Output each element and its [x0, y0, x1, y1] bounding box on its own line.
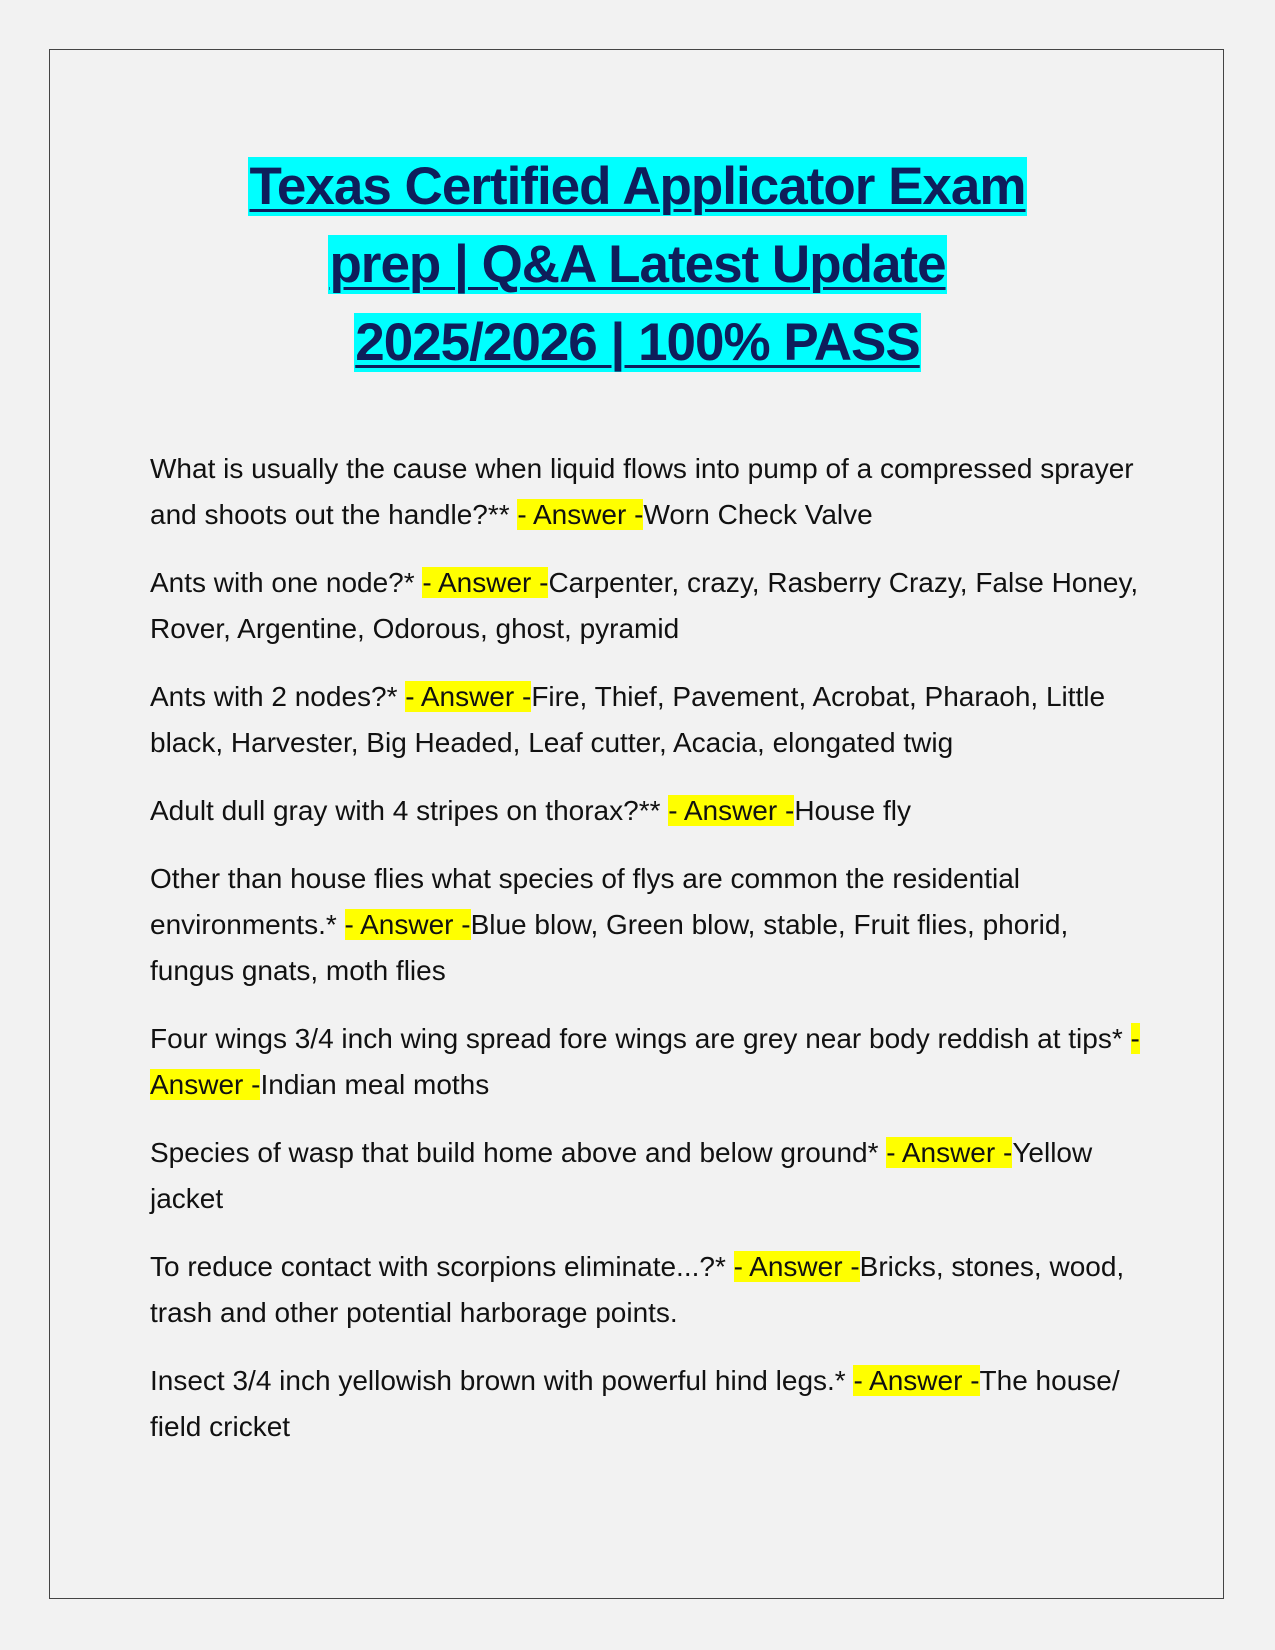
qa-item	[150, 788, 1140, 834]
qa-item	[150, 856, 1140, 994]
answer-text: Fire, Thief, Pavement, Acrobat, Pharaoh, Little black, Harvester, Big Headed, Leaf cutter, Acacia, elongated twig	[150, 681, 1106, 758]
qa-item	[150, 1244, 1140, 1336]
question-text: To reduce contact with scorpions eliminate...?*	[150, 1251, 734, 1282]
question-text: Insect 3/4 inch yellowish brown with powerful hind legs.*	[150, 1365, 854, 1396]
qa-list	[150, 446, 1140, 1472]
answer-text: The house/ field cricket	[150, 1365, 1120, 1442]
qa-item	[150, 1016, 1140, 1108]
title-line	[150, 304, 1125, 382]
answer-text: House fly	[794, 795, 912, 826]
qa-item	[150, 1358, 1140, 1450]
answer-label: - Answer -	[344, 909, 471, 940]
answer-label: - Answer -	[405, 681, 532, 712]
question-text: Ants with 2 nodes?*	[150, 681, 406, 712]
title-line	[150, 226, 1125, 304]
answer-label: - Answer -	[517, 499, 644, 530]
answer-label: - Answer -	[853, 1365, 980, 1396]
title-line-text: Texas Certified Applicator Exam	[249, 157, 1026, 216]
answer-label: - Answer -	[668, 795, 795, 826]
title-line-text: prep | Q&A Latest Update	[329, 235, 946, 294]
question-text: Ants with one node?*	[150, 567, 423, 598]
question-text: Four wings 3/4 inch wing spread fore wings are grey near body reddish at tips*	[150, 1023, 1131, 1054]
qa-item	[150, 674, 1140, 766]
answer-text: Indian meal moths	[260, 1069, 490, 1100]
qa-item	[150, 1130, 1140, 1222]
qa-item	[150, 560, 1140, 652]
title-line	[150, 148, 1125, 226]
answer-text: Carpenter, crazy, Rasberry Crazy, False Honey, Rover, Argentine, Odorous, ghost, pyramid	[150, 567, 1139, 644]
question-text: Adult dull gray with 4 stripes on thorax?**	[150, 795, 669, 826]
qa-item	[150, 446, 1140, 538]
answer-text: Worn Check Valve	[643, 499, 873, 530]
question-text: Species of wasp that build home above and below ground*	[150, 1137, 887, 1168]
answer-text: Yellow jacket	[150, 1137, 1093, 1214]
question-text: Other than house flies what species of flys are common the residential environments.*	[150, 863, 1020, 940]
answer-label: - Answer -	[733, 1251, 860, 1282]
answer-text: Bricks, stones, wood, trash and other potential harborage points.	[150, 1251, 1125, 1328]
answer-label: - Answer -	[886, 1137, 1013, 1168]
answer-label: - Answer -	[422, 567, 549, 598]
document-title	[150, 148, 1125, 382]
title-line-text: 2025/2026 | 100% PASS	[355, 313, 920, 372]
question-text: What is usually the cause when liquid flows into pump of a compressed sprayer and shoots out the handle?**	[150, 453, 1134, 530]
answer-label: - Answer -	[150, 1023, 1140, 1100]
answer-text: Blue blow, Green blow, stable, Fruit flies, phorid, fungus gnats, moth flies	[150, 909, 1069, 986]
